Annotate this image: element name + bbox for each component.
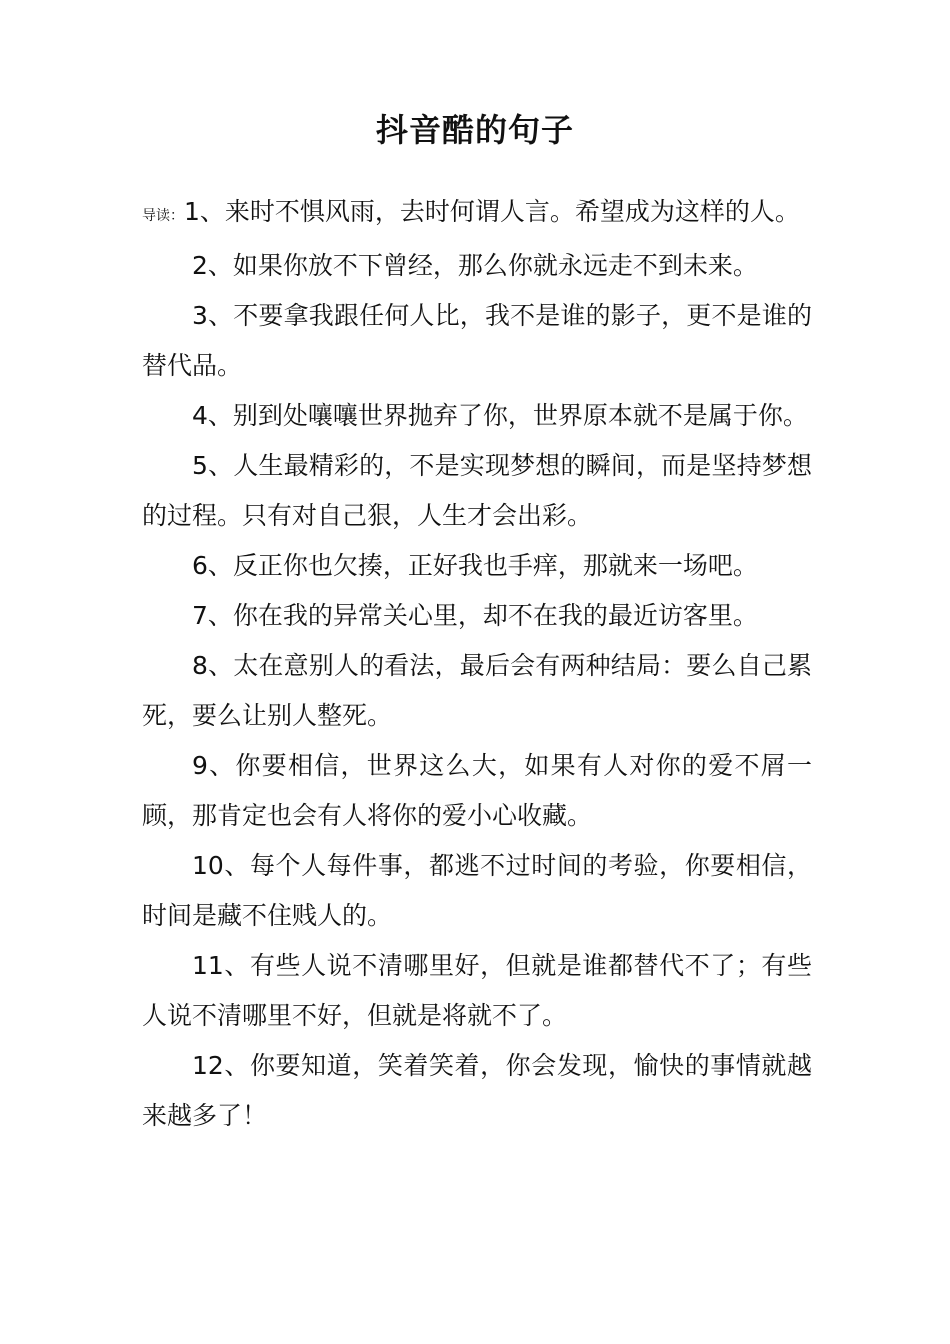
paragraph-5: 5、人生最精彩的，不是实现梦想的瞬间，而是坚持梦想的过程。只有对自己狠，人生才会出彩。 xyxy=(142,451,812,530)
lead-label: 导读： xyxy=(142,208,184,224)
paragraph-1 xyxy=(142,187,812,241)
paragraph-9: 9、你要相信，世界这么大，如果有人对你的爱不屑一顾，那肯定也会有人将你的爱小心收藏。 xyxy=(142,751,812,830)
paragraph-3: 3、不要拿我跟任何人比，我不是谁的影子，更不是谁的替代品。 xyxy=(142,301,812,380)
paragraph-4: 4、别到处嚷嚷世界抛弃了你，世界原本就不是属于你。 xyxy=(192,401,808,430)
paragraph-6: 6、反正你也欠揍，正好我也手痒，那就来一场吧。 xyxy=(192,551,758,580)
paragraph-2: 2、如果你放不下曾经，那么你就永远走不到未来。 xyxy=(192,251,758,280)
paragraph-10: 10、每个人每件事，都逃不过时间的考验，你要相信，时间是藏不住贱人的。 xyxy=(142,851,812,930)
document-title: 抖音酷的句子 xyxy=(375,111,574,149)
paragraph-7: 7、你在我的异常关心里，却不在我的最近访客里。 xyxy=(192,601,758,630)
paragraph-8: 8、太在意别人的看法，最后会有两种结局：要么自己累死，要么让别人整死。 xyxy=(142,651,812,730)
paragraph-text: 1、来时不惧风雨，去时何谓人言。希望成为这样的人。 xyxy=(184,197,800,226)
document-body xyxy=(142,187,812,1141)
paragraph-12: 12、你要知道，笑着笑着，你会发现，愉快的事情就越来越多了！ xyxy=(142,1051,812,1130)
paragraph-11: 11、有些人说不清哪里好，但就是谁都替代不了；有些人说不清哪里不好，但就是将就不了。 xyxy=(142,951,812,1030)
